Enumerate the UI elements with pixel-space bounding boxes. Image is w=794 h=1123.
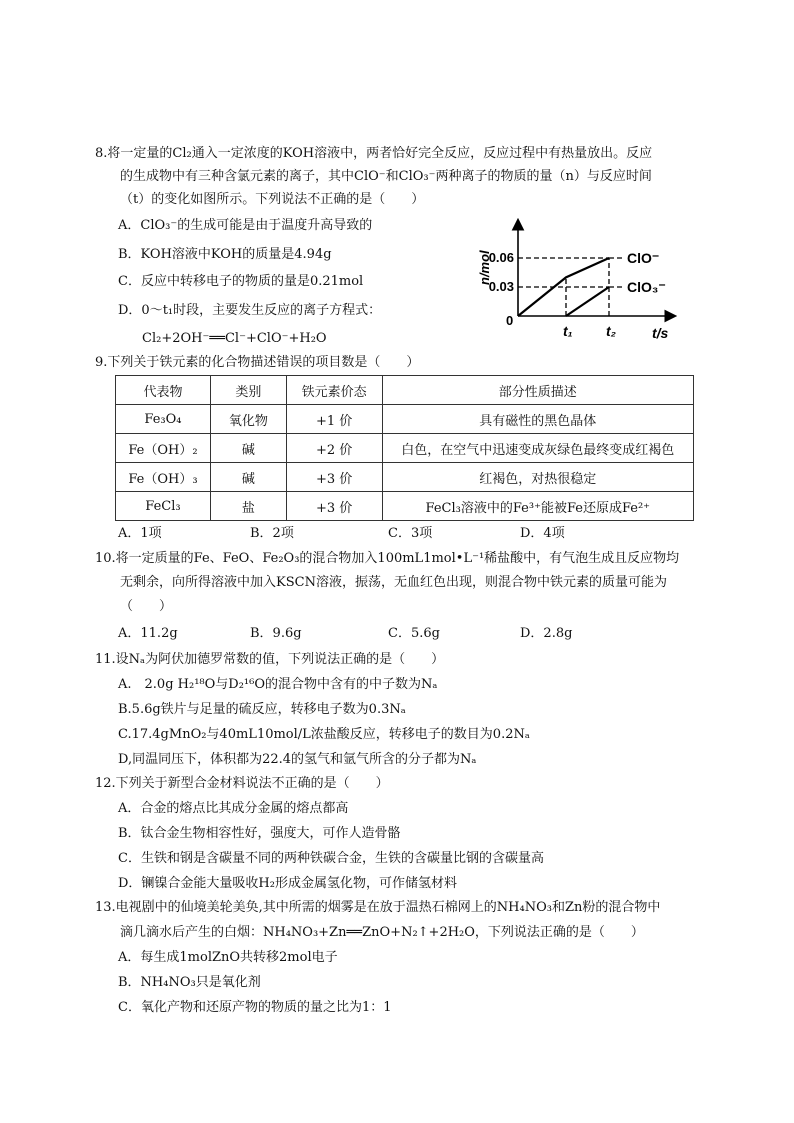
q9-table — [115, 375, 694, 521]
table-cell: +2 价 — [286, 434, 382, 463]
q12-option-c: C．生铁和钢是含碳量不同的两种铁碳合金，生铁的含碳量比钢的含碳量高 — [118, 851, 544, 866]
q12-option-b: B．钛合金生物相容性好，强度大，可作人造骨骼 — [118, 826, 401, 841]
q9-stem: 9.下列关于铁元素的化合物描述错误的项目数是（ ） — [95, 355, 420, 370]
table-row — [116, 492, 694, 521]
table-cell: 氧化物 — [210, 405, 286, 434]
q13-option-b: B．NH₄NO₃只是氧化剂 — [118, 975, 261, 990]
q8-equation: Cl₂+2OH⁻══Cl⁻+ClO⁻+H₂O — [142, 331, 327, 346]
q8-option-c: C．反应中转移电子的物质的量是0.21mol — [118, 274, 364, 289]
chart-series-line — [518, 258, 609, 316]
header-cell: 铁元素价态 — [286, 376, 382, 405]
q10-stem-line3: （ ） — [120, 599, 173, 614]
q8-option-d: D．0～t₁时段，主要发生反应的离子方程式： — [118, 303, 382, 318]
header-cell: 类别 — [210, 376, 286, 405]
chart-x-tick-label: t₂ — [606, 323, 617, 339]
table-cell: +3 价 — [286, 492, 382, 521]
chart-y-tick-label: 0.03 — [488, 279, 514, 294]
q12-stem: 12.下列关于新型合金材料说法不正确的是（ ） — [95, 776, 389, 791]
q8-option-b: B．KOH溶液中KOH的质量是4.94g — [118, 247, 332, 262]
q9-option-a: A．1项 — [118, 526, 162, 541]
table-cell: Fe₃O₄ — [116, 405, 211, 434]
q10-option-b: B．9.6g — [250, 626, 302, 641]
q9-option-c: C．3项 — [388, 526, 433, 541]
chart-series-label: ClO⁻ — [627, 250, 660, 266]
table-cell: 碱 — [210, 434, 286, 463]
chart-x-label: t/s — [652, 325, 669, 341]
q10-stem-line1: 10.将一定质量的Fe、FeO、Fe₂O₃的混合物加入100mL1mol•L⁻¹稀盐酸中，有气泡生成且反应物均 — [95, 551, 680, 566]
q9-option-d: D．4项 — [520, 526, 565, 541]
table-cell: 碱 — [210, 463, 286, 492]
chart-x-tick-label: t₁ — [563, 323, 573, 339]
q11-option-c: C.17.4gMnO₂与40mL10mol/L浓盐酸反应，转移电子的数目为0.2Nₐ — [118, 727, 530, 742]
header-cell: 代表物 — [116, 376, 211, 405]
table-cell: 白色，在空气中迅速变成灰绿色最终变成红褐色 — [382, 434, 693, 463]
table-header-row — [116, 376, 694, 405]
table-cell: 红褐色，对热很稳定 — [382, 463, 693, 492]
q11-option-d: D,同温同压下，体积都为22.4的氢气和氩气所含的分子都为Nₐ — [118, 752, 477, 767]
table-row — [116, 405, 694, 434]
q8-stem-line2: 的生成物中有三种含氯元素的离子，其中ClO⁻和ClO₃⁻两种离子的物质的量（n）与反应时间 — [120, 169, 652, 184]
table-cell: Fe（OH）₃ — [116, 463, 211, 492]
q11-stem: 11.设Nₐ为阿伏加德罗常数的值，下列说法正确的是（ ） — [95, 652, 445, 667]
chart-y-tick-label: 0.06 — [488, 250, 514, 265]
q12-option-d: D．镧镍合金能大量吸收H₂形成金属氢化物，可作储氢材料 — [118, 876, 457, 891]
table-cell: 盐 — [210, 492, 286, 521]
q13-option-a: A．每生成1molZnO共转移2mol电子 — [118, 950, 338, 965]
q11-option-a: A. 2.0g H₂¹⁸O与D₂¹⁶O的混合物中含有的中子数为Nₐ — [118, 677, 438, 692]
q12-option-a: A．合金的熔点比其成分金属的熔点都高 — [118, 801, 349, 816]
q10-option-a: A．11.2g — [118, 626, 178, 641]
table-row — [116, 434, 694, 463]
table-cell: FeCl₃溶液中的Fe³⁺能被Fe还原成Fe²⁺ — [382, 492, 693, 521]
q10-option-d: D．2.8g — [520, 626, 573, 641]
chart-origin-label: 0 — [506, 313, 514, 328]
q13-stem-line1: 13.电视剧中的仙境美轮美奂,其中所需的烟雾是在放于温热石棉网上的NH₄NO₃和Zn粉的混合物中 — [95, 900, 661, 915]
table-cell: +3 价 — [286, 463, 382, 492]
q13-option-c: C．氧化产物和还原产物的物质的量之比为1：1 — [118, 1000, 392, 1015]
table-cell: +1 价 — [286, 405, 382, 434]
chart-y-label: n/mol — [477, 250, 492, 285]
q11-option-b: B.5.6g铁片与足量的硫反应，转移电子数为0.3Nₐ — [118, 702, 406, 717]
q13-stem-line2: 滴几滴水后产生的白烟：NH₄NO₃+Zn══ZnO+N₂↑+2H₂O，下列说法正确的是（ ） — [120, 925, 644, 940]
q8-stem-line1: 8.将一定量的Cl₂通入一定浓度的KOH溶液中，两者恰好完全反应，反应过程中有热量放出。反应 — [95, 146, 653, 161]
q8-chart — [456, 213, 696, 353]
table-cell: 具有磁性的黑色晶体 — [382, 405, 693, 434]
table-row — [116, 463, 694, 492]
table-cell: FeCl₃ — [116, 492, 211, 521]
q10-option-c: C．5.6g — [388, 626, 440, 641]
header-cell: 部分性质描述 — [382, 376, 693, 405]
q9-option-b: B．2项 — [250, 526, 294, 541]
q8-stem-line3: （t）的变化如图所示。下列说法不正确的是（ ） — [120, 192, 425, 207]
q10-stem-line2: 无剩余，向所得溶液中加入KSCN溶液，振荡，无血红色出现，则混合物中铁元素的质量可能为 — [120, 575, 667, 590]
q8-option-a: A．ClO₃⁻的生成可能是由于温度升高导致的 — [118, 218, 373, 233]
chart-series-line — [566, 287, 609, 316]
chart-series-label: ClO₃⁻ — [627, 279, 666, 295]
table-cell: Fe（OH）₂ — [116, 434, 211, 463]
